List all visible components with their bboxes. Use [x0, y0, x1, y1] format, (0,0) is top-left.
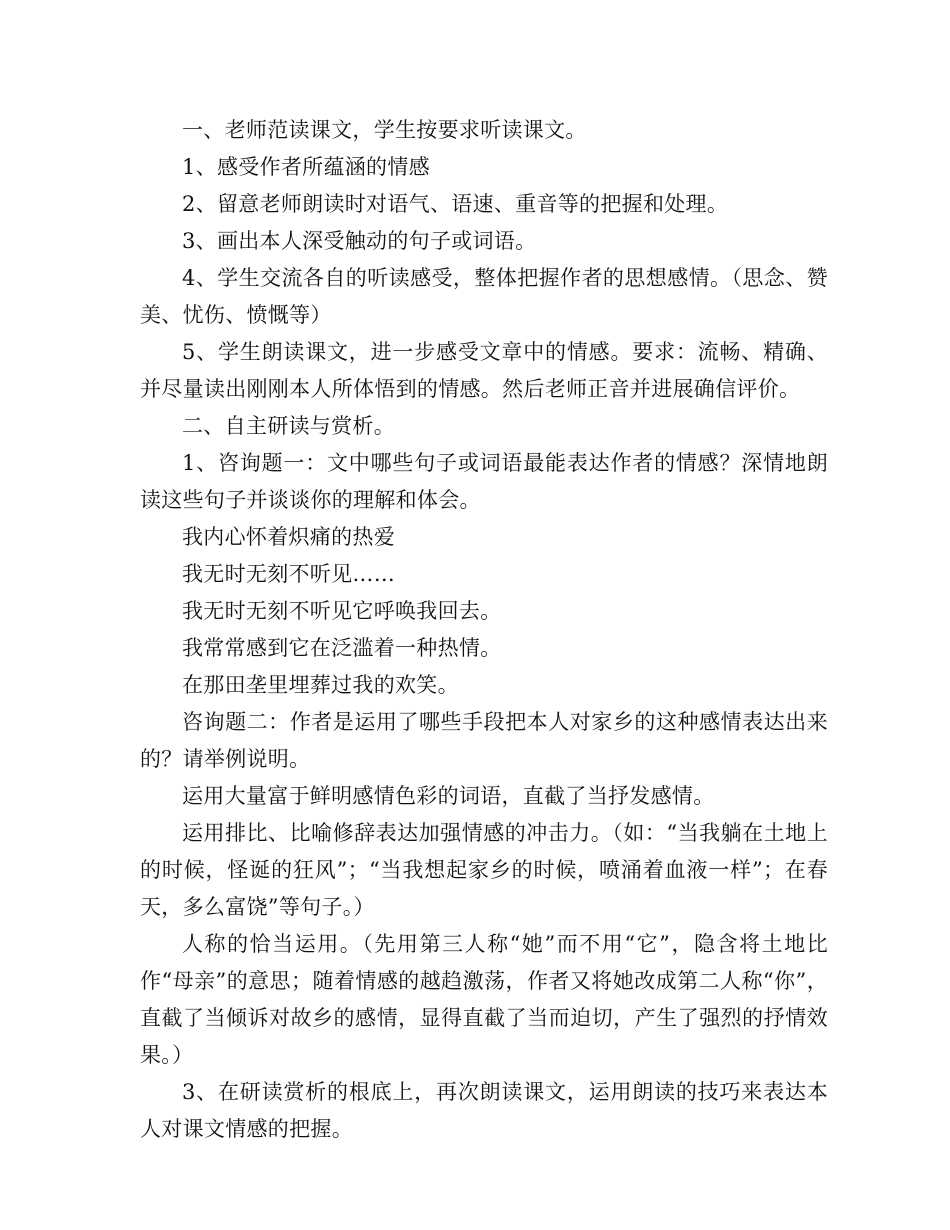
- paragraph-quote-2: 我无时无刻不听见……: [182, 562, 395, 586]
- paragraph-quote-3: 我无时无刻不听见它呼唤我回去。: [182, 599, 502, 623]
- paragraph-section-1-heading: 一、老师范读课文，学生按要求听读课文。: [182, 118, 587, 142]
- paragraph-item-5: 5、学生朗读课文，进一步感受文章中的情感。要求：流畅、精确、并尽量读出刚刚本人所体悟到的情感。然后老师正音并进展确信评价。: [140, 340, 828, 401]
- paragraph-answer-3: 人称的恰当运用。（先用第三人称“她”而不用“它”，隐含将土地比作“母亲”的意思；随着情感的越趋激荡，作者又将她改成第二人称“你”，直截了当倾诉对故乡的感情，显得直截了当而迫切，产生了强烈的抒情效果。）: [140, 932, 828, 1067]
- paragraph-quote-5: 在那田垄里埋葬过我的欢笑。: [182, 673, 459, 697]
- document-body: [140, 112, 828, 1148]
- paragraph-quote-4: 我常常感到它在泛滥着一种热情。: [182, 636, 502, 660]
- paragraph-quote-1: 我内心怀着炽痛的热爱: [182, 525, 395, 549]
- paragraph-item-1: 1、感受作者所蕴涵的情感: [182, 155, 430, 179]
- paragraph-answer-1: 运用大量富于鲜明感情色彩的词语，直截了当抒发感情。: [182, 784, 715, 808]
- paragraph-answer-2: 运用排比、比喻修辞表达加强情感的冲击力。（如：“当我躺在土地上的时候，怪诞的狂风”；“当我想起家乡的时候，喷涌着血液一样”；在春天，多么富饶”等句子。）: [140, 821, 828, 919]
- paragraph-section-2-heading: 二、自主研读与赏析。: [182, 414, 395, 438]
- paragraph-item-2: 2、留意老师朗读时对语气、语速、重音等的把握和处理。: [182, 192, 729, 216]
- paragraph-question-1: 1、咨询题一：文中哪些句子或词语最能表达作者的情感？深情地朗读这些句子并谈谈你的理解和体会。: [140, 451, 828, 512]
- paragraph-item-3-reread: 3、在研读赏析的根底上，再次朗读课文，运用朗读的技巧来表达本人对课文情感的把握。: [140, 1080, 828, 1141]
- paragraph-item-4: 4、学生交流各自的听读感受，整体把握作者的思想感情。（思念、赞美、忧伤、愤慨等）: [140, 266, 828, 327]
- paragraph-item-3: 3、画出本人深受触动的句子或词语。: [182, 229, 537, 253]
- paragraph-question-2: 咨询题二：作者是运用了哪些手段把本人对家乡的这种感情表达出来的？请举例说明。: [140, 710, 828, 771]
